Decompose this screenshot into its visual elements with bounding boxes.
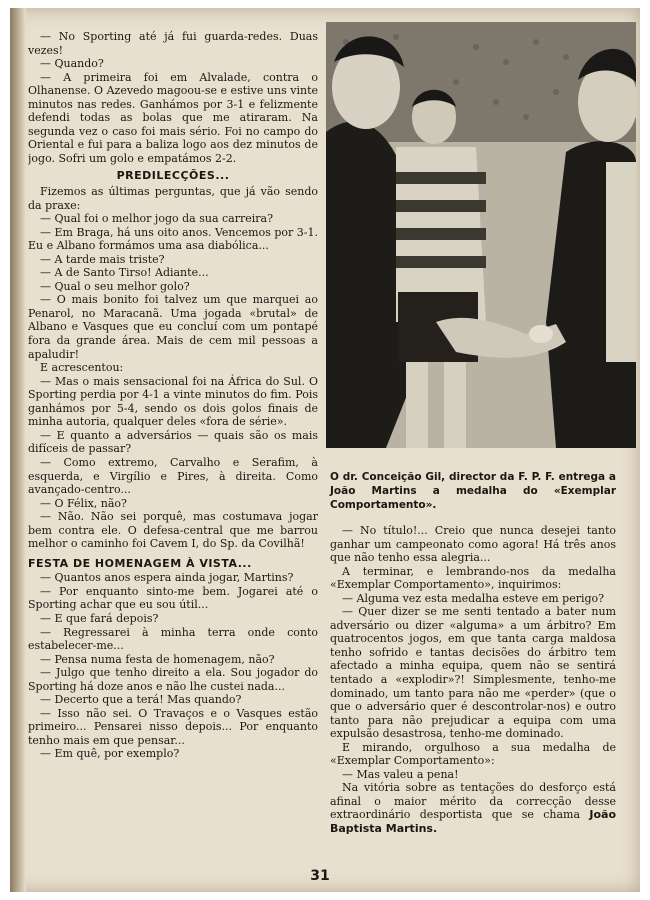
paragraph: — Regressarei à minha terra onde conto estabelecer-me... (28, 625, 318, 653)
paragraph (330, 781, 616, 835)
paragraph: — Em quê, por exemplo? (40, 747, 180, 761)
photo-image (326, 22, 636, 448)
paragraph: — Pensa numa festa de homenagem, não? (40, 652, 275, 666)
section-heading: PREDILECÇÕES... (116, 169, 230, 183)
paragraph: — Qual foi o melhor jogo da sua carreira? (40, 212, 273, 226)
paragraph: — E quanto a adversários — quais são os mais difíceis de passar? (28, 428, 318, 456)
paragraph: — Mas o mais sensacional foi na África do Sul. O Sporting perdia por 4-1 a vinte minutos do fim. Pois ganhámos por 5-4, sendo os dois golos finais de minha autoria, qualquer deles «fora de série». (28, 374, 318, 429)
paragraph: — Mas valeu a pena! (342, 767, 459, 781)
paragraph: — Em Braga, há uns oito anos. Vencemos por 3-1. Eu e Albano formámos uma asa diabólica... (28, 225, 318, 253)
paragraph: — No título!... Creio que nunca desejei tanto ganhar um campeonato como agora! Há três anos que não tenho essa alegria... (330, 524, 616, 565)
left-column (28, 30, 318, 880)
paragraph: — O Félix, não? (40, 496, 127, 510)
paragraph: — Qual o seu melhor golo? (40, 279, 190, 293)
paragraph: — Por enquanto sinto-me bem. Jogarei até o Sporting achar que eu sou útil... (28, 584, 318, 612)
paragraph: — No Sporting até já fui guarda-redes. Duas vezes! (28, 30, 318, 57)
paragraph: — O mais bonito foi talvez um que marquei ao Penarol, no Maracanã. Uma jogada «brutal» de Albano e Vasques que eu concluí com um pontapé fora da grande área. Mais de cem mil pessoas a apaludir! (28, 293, 318, 361)
page-number: 31 (310, 868, 330, 884)
paragraph: — Isso não sei. O Travaços e o Vasques estão primeiro... Pensarei nisso depois... Por enquanto tenho mais em que pensar... (28, 706, 318, 747)
photo-caption: O dr. Conceição Gil, director da F. P. F. entrega a João Martins a medalha do «Exemplar Comportamento». (330, 471, 616, 511)
paragraph: — Quer dizer se me senti tentado a bater num adversário ou dizer «alguma» a um árbitro? Em quatrocentos jogos, em que tanta carga maldosa tenho sofrido e tantas decisões do árbitro tem afectado a minha equipa, quem não se sentirá tentado a «explodir»?! Simplesmente, tenho-me dominado, um tanto para não me «perder» (que o que o adversário quer é descontrolar-nos) e outro tanto para não prejudicar a equipa com uma expulsão desastrosa, tenho-me dominado. (330, 605, 616, 741)
paragraph: Fizemos as últimas perguntas, que já vão sendo da praxe: (28, 185, 318, 212)
paragraph: E acrescentou: (40, 361, 124, 375)
paragraph: — A tarde mais triste? (40, 252, 165, 266)
right-column (330, 524, 616, 864)
paragraph-text: Na vitória sobre as tentações do desforço está afinal o maior mérito da correcção desse extraordinário desportista que se chama (330, 781, 616, 822)
paragraph: — Alguma vez esta medalha esteve em perigo? (342, 591, 605, 605)
paragraph: — Como extremo, Carvalho e Serafim, à esquerda, e Virgílio e Pires, à direita. Como avançado-centro... (28, 455, 318, 497)
paragraph: — Quantos anos espera ainda jogar, Martins? (40, 571, 294, 585)
paragraph: — Decerto que a terá! Mas quando? (40, 693, 242, 707)
paragraph: — A de Santo Tirso! Adiante... (40, 266, 209, 280)
paragraph: A terminar, e lembrando-nos da medalha «Exemplar Comportamento», inquirimos: (330, 564, 616, 592)
section-heading: FESTA DE HOMENAGEM À VISTA... (28, 556, 252, 570)
paragraph: — Quando? (40, 57, 104, 71)
paragraph: — E que fará depois? (40, 611, 159, 625)
paragraph: — A primeira foi em Alvalade, contra o Olhanense. O Azevedo magoou-se e estive uns vinte minutos nas redes. Ganhámos por 3-1 e felizmente defendi todas as bolas que me atiraram. Na segunda vez o caso foi mais sério. Foi no campo do Oriental e fui para a baliza logo aos dez minutos de jogo. Sofri um golo e empatámos 2-2. (28, 70, 318, 165)
paragraph: — Não. Não sei porquê, mas costumava jogar bem contra ele. O defesa-central que me barrou melhor o caminho foi Cavem I, do Sp. da Covilhã! (28, 510, 318, 551)
paragraph: — Julgo que tenho direito a ela. Sou jogador do Sporting há doze anos e não lhe custei nada... (28, 666, 318, 693)
player-name: João Baptista Martins. (330, 808, 616, 836)
photo-medal-ceremony (326, 22, 636, 448)
page-spine-shadow (10, 8, 26, 892)
paragraph: E mirando, orgulhoso a sua medalha de «Exemplar Comportamento»: (330, 740, 616, 768)
